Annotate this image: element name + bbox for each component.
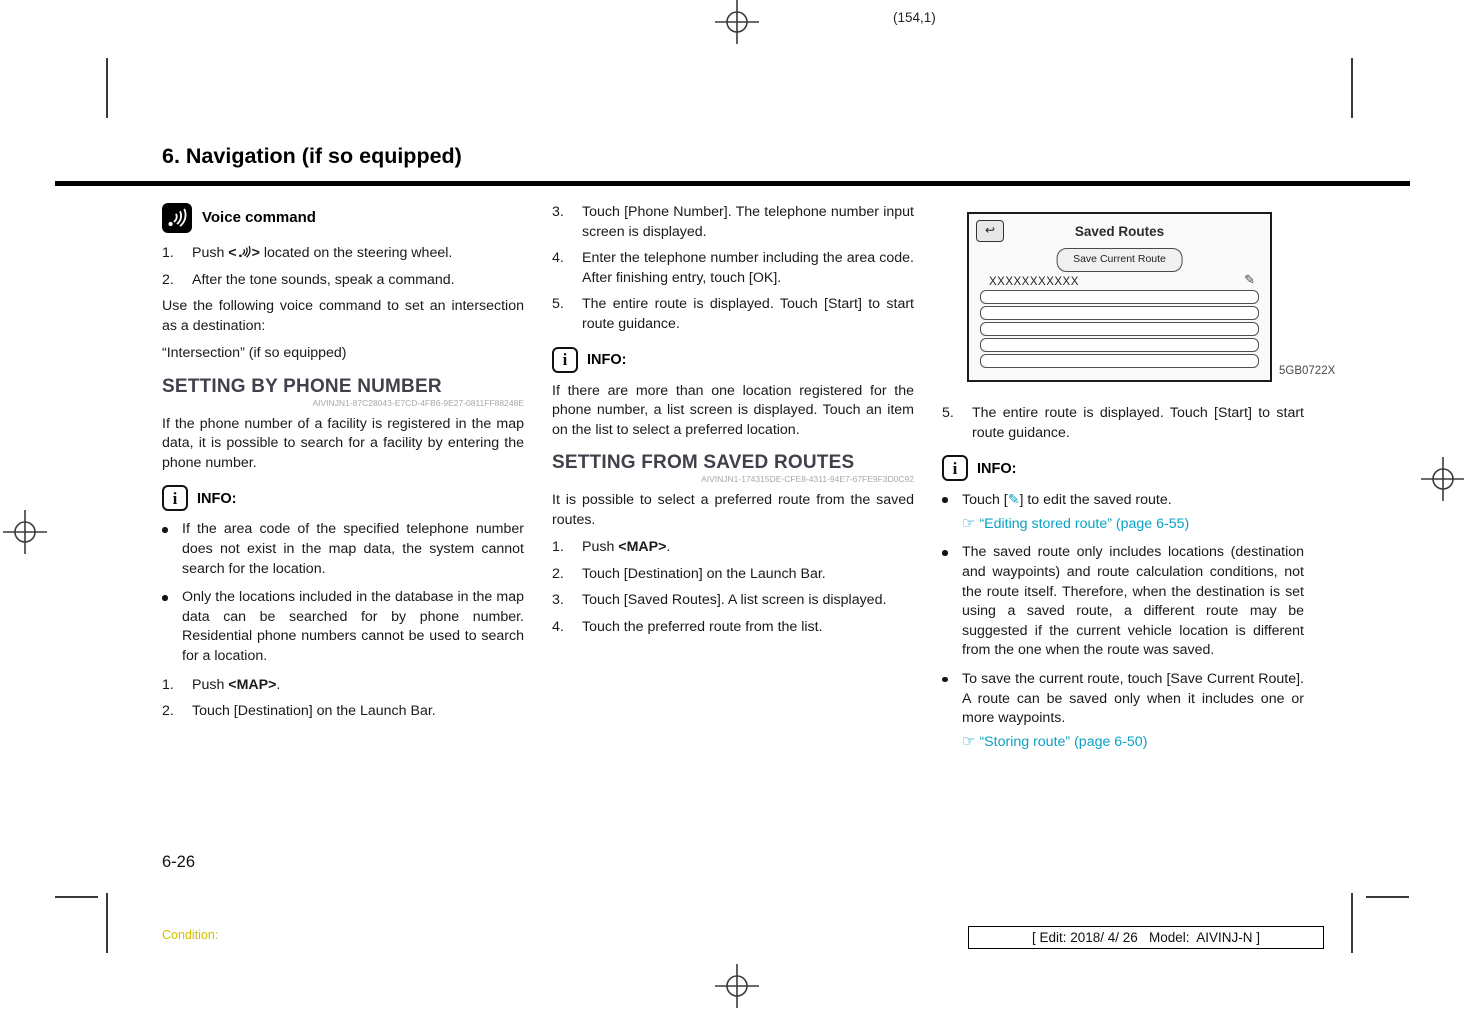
- step-text: Touch [Destination] on the Launch Bar.: [192, 703, 436, 720]
- info-glyph: i: [952, 458, 958, 478]
- step-item: [942, 404, 1304, 443]
- step-text-fragment: .: [666, 539, 671, 556]
- bullet-text-fragment: ] to edit the saved route.: [1019, 492, 1172, 509]
- info-heading: [942, 455, 1304, 481]
- registration-mark-right: [1421, 457, 1464, 501]
- step-text-fragment: Push: [192, 245, 229, 261]
- bullet-dot: [942, 670, 962, 752]
- info-glyph: i: [562, 350, 568, 370]
- step-text: Touch [Destination] on the Launch Bar.: [582, 565, 826, 582]
- bullet-text-fragment: Touch [: [962, 492, 1008, 509]
- crop-mark: [55, 896, 98, 898]
- saved-route-name: XXXXXXXXXXX: [989, 276, 1079, 288]
- step-number: 4.: [552, 618, 564, 635]
- step-item: [162, 244, 524, 264]
- registration-mark-top: [715, 0, 759, 44]
- step-number: 1.: [162, 245, 174, 261]
- steering-voice-button-icon: [237, 245, 252, 259]
- bullet-item: [942, 490, 1304, 534]
- angle-bracket: <: [228, 245, 237, 261]
- bullet-text-fragment: To save the current route, touch [Save Current Route]. A route can be saved only when it includes one or more waypoints.: [962, 670, 1304, 727]
- step-item: [552, 591, 914, 611]
- step-text: Touch [Phone Number]. The telephone number input screen is displayed.: [582, 204, 914, 240]
- paragraph: “Intersection” (if so equipped): [162, 345, 347, 362]
- step-text: Touch the preferred route from the list.: [582, 618, 823, 635]
- crop-mark: [106, 893, 108, 953]
- bullet-text: The saved route only includes locations (destination and waypoints) and route calculation conditions, not the route itself. Therefore, when the destination is set using a saved route, a different route may be suggested if the current vehicle location is different from the one when the route was saved.: [962, 544, 1304, 659]
- bullet-text: If the area code of the specified telephone number does not exist in the map data, the system cannot search for the location.: [182, 521, 524, 577]
- route-list-row: [980, 338, 1259, 352]
- info-label: INFO:: [587, 351, 627, 368]
- back-arrow-icon: ↩: [984, 223, 996, 238]
- route-list-row: [980, 290, 1259, 304]
- voice-command-title: Voice command: [202, 209, 316, 227]
- step-item: [552, 295, 914, 334]
- step-number: 2.: [162, 703, 174, 720]
- step-number: 5.: [552, 296, 564, 313]
- reference-text[interactable]: “Editing stored route” (page 6-55): [979, 515, 1190, 532]
- step-item: [552, 618, 914, 638]
- screenshot-title: Saved Routes: [1074, 224, 1165, 239]
- paragraph: If the phone number of a facility is registered in the map data, it is possible to search for a facility by entering the phone number.: [162, 415, 524, 471]
- cross-reference-link[interactable]: [962, 732, 1304, 753]
- page-coordinates-tag: (154,1): [893, 10, 936, 25]
- info-label: INFO:: [977, 460, 1017, 477]
- bullet-dot: [162, 520, 182, 579]
- bullet-text: [962, 490, 1304, 534]
- cross-reference-link[interactable]: [962, 514, 1304, 535]
- info-heading: [162, 485, 524, 511]
- step-text: Enter the telephone number including the area code. After finishing entry, touch [OK].: [582, 250, 914, 286]
- step-text-fragment: located on the steering wheel.: [259, 245, 453, 261]
- edit-pencil-icon: ✎: [1007, 491, 1020, 508]
- registration-mark-left: [3, 510, 47, 554]
- step-item: [162, 676, 524, 696]
- info-icon: [942, 455, 968, 481]
- pointing-hand-icon: ☞: [962, 514, 976, 532]
- pointing-hand-icon: ☞: [962, 732, 976, 750]
- section-heading-saved-routes: SETTING FROM SAVED ROUTES: [552, 452, 855, 474]
- step-text: [582, 538, 914, 558]
- section-heading-phone-number: SETTING BY PHONE NUMBER: [162, 375, 442, 397]
- bullet-dot: [162, 588, 182, 666]
- voice-command-heading: [162, 203, 524, 233]
- bullet-item: [162, 520, 524, 579]
- step-number: 5.: [942, 405, 954, 421]
- bullet-dot: [942, 543, 962, 661]
- column-1: [162, 203, 524, 729]
- info-label: INFO:: [197, 490, 237, 507]
- bullet-text: [962, 670, 1304, 752]
- hard-key-map: <MAP>: [618, 539, 667, 556]
- step-text: The entire route is displayed. Touch [Start] to start route guidance.: [972, 405, 1304, 441]
- info-icon: [552, 347, 578, 373]
- step-item: [552, 565, 914, 585]
- condition-label: Condition:: [162, 928, 219, 942]
- paragraph: If there are more than one location registered for the phone number, a list screen is displayed. Touch an item on the list to select a preferred location.: [552, 382, 914, 438]
- reference-text[interactable]: “Storing route” (page 6-50): [979, 733, 1148, 750]
- column-3: [942, 212, 1336, 761]
- info-glyph: i: [172, 488, 178, 508]
- step-number: 2.: [552, 565, 564, 582]
- angle-bracket: >: [251, 245, 260, 261]
- bullet-dot: [942, 490, 962, 534]
- step-item: [162, 271, 524, 291]
- page-number: 6-26: [162, 853, 196, 871]
- route-list-row: [980, 306, 1259, 320]
- route-list-row: [980, 322, 1259, 336]
- step-text: [192, 244, 524, 264]
- crop-mark: [1351, 893, 1353, 953]
- bullet-item: [162, 588, 524, 666]
- bullet-text: Only the locations included in the database in the map data can be searched for by phone number. Residential phone numbers cannot be used to search for a location.: [182, 589, 524, 664]
- step-text: Touch [Saved Routes]. A list screen is displayed.: [582, 592, 887, 609]
- edit-route-icon: ✎: [1244, 272, 1255, 287]
- save-current-route-button: Save Current Route: [1056, 248, 1183, 272]
- chapter-rule: [55, 181, 1410, 186]
- crop-mark: [1351, 58, 1353, 118]
- info-heading: [552, 347, 914, 373]
- edit-stamp-box: [ Edit: 2018/ 4/ 26 Model: AIVINJ-N ]: [968, 926, 1324, 949]
- saved-routes-screenshot: [967, 212, 1272, 382]
- route-list-row: [980, 354, 1259, 368]
- section-code: AIVINJN1-87C28043-E7CD-4FB6-9E27-0811FF88248E: [312, 397, 524, 408]
- bullet-item: [942, 543, 1304, 661]
- crop-mark: [1366, 896, 1409, 898]
- step-number: 4.: [552, 250, 564, 267]
- step-text: The entire route is displayed. Touch [Start] to start route guidance.: [582, 296, 914, 332]
- step-text: After the tone sounds, speak a command.: [192, 271, 455, 288]
- column-2: [552, 203, 914, 645]
- step-item: [552, 249, 914, 288]
- step-number: 1.: [162, 676, 174, 693]
- hard-key-map: <MAP>: [228, 676, 277, 693]
- step-number: 2.: [162, 271, 174, 288]
- section-code: AIVINJN1-174315DE-CFE8-4311-94E7-67FE9F3D0C92: [701, 473, 914, 484]
- bullet-item: [942, 670, 1304, 752]
- info-icon: [162, 485, 188, 511]
- step-number: 1.: [552, 539, 564, 556]
- chapter-heading: 6. Navigation (if so equipped): [162, 144, 462, 168]
- registration-mark-bottom: [715, 964, 759, 1008]
- step-number: 3.: [552, 592, 564, 609]
- step-number: 3.: [552, 204, 564, 220]
- step-text: [192, 676, 524, 696]
- step-text-fragment: .: [276, 676, 281, 693]
- figure-code: 5GB0722X: [1279, 365, 1336, 377]
- step-text-fragment: Push: [192, 676, 229, 693]
- voice-command-icon: [162, 203, 192, 233]
- step-item: [162, 702, 524, 722]
- crop-mark: [106, 58, 108, 118]
- step-item: [552, 203, 914, 242]
- step-text-fragment: Push: [582, 539, 619, 556]
- paragraph: It is possible to select a preferred route from the saved routes.: [552, 491, 914, 528]
- paragraph: Use the following voice command to set an intersection as a destination:: [162, 298, 524, 334]
- step-item: [552, 538, 914, 558]
